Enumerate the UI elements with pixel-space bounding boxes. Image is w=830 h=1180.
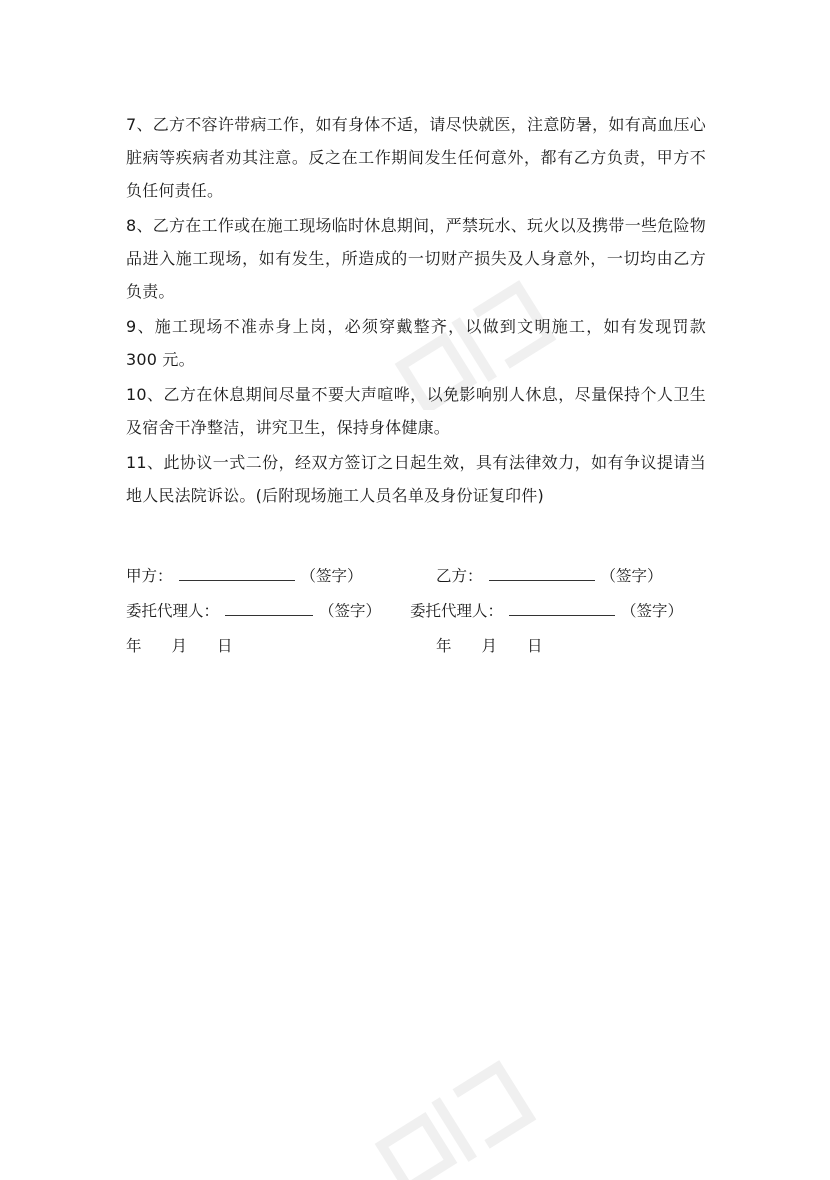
party-a-agent-sign-line[interactable] [225, 597, 313, 616]
party-b-date [436, 632, 573, 660]
signature-section [126, 562, 706, 667]
party-b-agent-label: 委托代理人： [410, 602, 504, 620]
party-b-agent-sign-note: （签字） [621, 602, 684, 620]
party-b-year: 年 [436, 637, 452, 655]
party-a-agent-signature [126, 597, 381, 625]
date-row [126, 632, 706, 667]
clause-11: 11、此协议一式二份，经双方签订之日起生效，具有法律效力，如有争议提请当地人民法院诉讼。(后附现场施工人员名单及身份证复印件) [126, 453, 706, 505]
party-a-sign-line[interactable] [179, 562, 295, 581]
party-a-year: 年 [126, 637, 142, 655]
clause-10: 10、乙方在休息期间尽量不要大声喧哗，以免影响别人休息，尽量保持个人卫生及宿舍干净整洁，讲究卫生，保持身体健康。 [126, 385, 706, 437]
party-b-sign-note: （签字） [600, 567, 663, 585]
party-a-agent-sign-note: （签字） [319, 602, 382, 620]
party-a-date [126, 632, 263, 660]
clause-9: 9、施工现场不准赤身上岗，必须穿戴整齐，以做到文明施工，如有发现罚款 300 元。 [126, 317, 706, 369]
party-a-month: 月 [171, 637, 188, 655]
party-b-month: 月 [481, 637, 498, 655]
party-b-agent-sign-line[interactable] [509, 597, 615, 616]
party-a-day: 日 [217, 637, 233, 655]
party-a-label: 甲方： [126, 567, 173, 585]
party-b-signature [436, 562, 663, 590]
watermark-mark-bottom [360, 1060, 560, 1180]
clause-7: 7、乙方不容许带病工作，如有身体不适，请尽快就医，注意防暑，如有高血压心脏病等疾病者劝其注意。反之在工作期间发生任何意外，都有乙方负责，甲方不负任何责任。 [126, 115, 706, 200]
party-b-sign-line[interactable] [489, 562, 595, 581]
party-b-day: 日 [527, 637, 543, 655]
party-a-signature [126, 562, 363, 590]
clause-8: 8、乙方在工作或在施工现场临时休息期间，严禁玩水、玩火以及携带一些危险物品进入施工现场，如有发生，所造成的一切财产损失及人身意外，一切均由乙方负责。 [126, 216, 706, 301]
clauses-section [126, 108, 706, 514]
party-b-label: 乙方： [436, 567, 483, 585]
agent-row [126, 597, 706, 632]
party-a-sign-note: （签字） [300, 567, 363, 585]
party-row [126, 562, 706, 597]
party-b-agent-signature [410, 597, 683, 625]
party-a-agent-label: 委托代理人： [126, 602, 220, 620]
